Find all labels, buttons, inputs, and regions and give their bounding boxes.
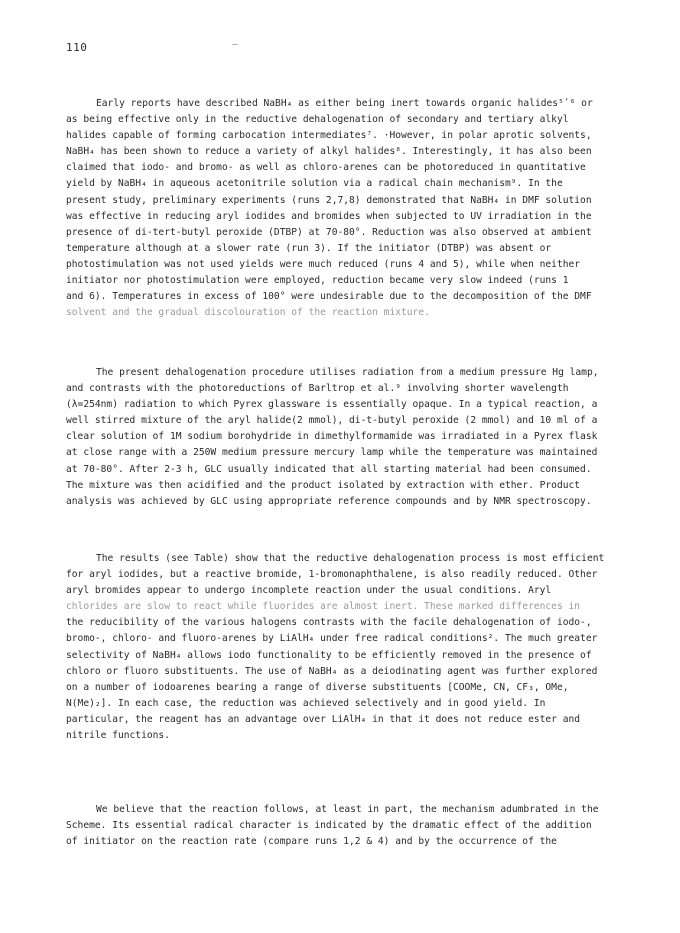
text-line: bromo-, chloro- and fluoro-arenes by LiAlH₄ under free radical conditions². The much greater bbox=[66, 633, 598, 645]
text-line: NaBH₄ has been shown to reduce a variety of alkyl halides⁸. Interestingly, it has also been bbox=[66, 146, 592, 158]
page-number: 110 bbox=[66, 41, 88, 54]
text-line: Early reports have described NaBH₄ as either being inert towards organic halides⁵ʹ⁶ or bbox=[96, 98, 593, 109]
stray-mark bbox=[232, 44, 238, 45]
text-line: selectivity of NaBH₄ allows iodo functionality to be efficiently removed in the presence of bbox=[66, 649, 592, 661]
text-line: The present dehalogenation procedure utilises radiation from a medium pressure Hg lamp, bbox=[96, 367, 599, 378]
text-line: chloro or fluoro substituents. The use of NaBH₄ as a deiodinating agent was further explored bbox=[66, 665, 598, 677]
text-line: of initiator on the reaction rate (compare runs 1,2 & 4) and by the occurrence of the bbox=[66, 836, 557, 848]
text-line: Scheme. Its essential radical character is indicated by the dramatic effect of the addition bbox=[66, 820, 592, 832]
paragraph-1 bbox=[66, 96, 626, 321]
text-line: was effective in reducing aryl iodides and bromides when subjected to UV irradiation in the bbox=[66, 210, 592, 222]
text-line: halides capable of forming carbocation intermediates⁷. ·However, in polar aprotic solvents, bbox=[66, 130, 592, 142]
text-line: (λ=254nm) radiation to which Pyrex glassware is essentially opaque. In a typical reaction, a bbox=[66, 399, 598, 411]
text-line: particular, the reagent has an advantage over LiAlH₄ in that it does not reduce ester and bbox=[66, 713, 581, 725]
text-line: for aryl iodides, but a reactive bromide, 1-bromonaphthalene, is also readily reduced. Other bbox=[66, 569, 598, 581]
text-line: initiator nor photostimulation were employed, reduction became very slow indeed (runs 1 bbox=[66, 275, 569, 287]
text-line: aryl bromides appear to undergo incomplete reaction under the usual conditions. Aryl bbox=[66, 585, 552, 597]
text-line: and 6). Temperatures in excess of 100° were undesirable due to the decomposition of the DMF bbox=[66, 291, 592, 303]
text-line: photostimulation was not used yields were much reduced (runs 4 and 5), while when neither bbox=[66, 258, 581, 270]
text-line: at close range with a 250W medium pressure mercury lamp while the temperature was maintained bbox=[66, 447, 598, 459]
text-line: The mixture was then acidified and the product isolated by extraction with ether. Product bbox=[66, 479, 581, 491]
text-line: chlorides are slow to react while fluorides are almost inert. These marked differences in bbox=[66, 601, 581, 613]
text-line: solvent and the gradual discolouration of the reaction mixture. bbox=[66, 307, 430, 319]
text-line: on a number of iodoarenes bearing a range of diverse substituents [COOMe, CN, CF₃, OMe, bbox=[66, 681, 569, 693]
text-line: temperature although at a slower rate (run 3). If the initiator (DTBP) was absent or bbox=[66, 242, 552, 254]
paragraph-4 bbox=[66, 802, 626, 850]
paragraph-2 bbox=[66, 365, 626, 510]
text-line: We believe that the reaction follows, at least in part, the mechanism adumbrated in the bbox=[96, 804, 599, 815]
text-line: the reducibility of the various halogens contrasts with the facile dehalogenation of iodo-, bbox=[66, 617, 592, 629]
text-line: yield by NaBH₄ in aqueous acetonitrile solution via a radical chain mechanism⁹. In the bbox=[66, 178, 563, 190]
text-line: and contrasts with the photoreductions of Barltrop et al.⁹ involving shorter wavelength bbox=[66, 383, 569, 395]
text-line: as being effective only in the reductive dehalogenation of secondary and tertiary alkyl bbox=[66, 114, 569, 126]
text-line: at 70-80°. After 2-3 h, GLC usually indicated that all starting material had been consumed. bbox=[66, 463, 592, 475]
text-line: present study, preliminary experiments (runs 2,7,8) demonstrated that NaBH₄ in DMF solution bbox=[66, 194, 592, 206]
text-line: well stirred mixture of the aryl halide(2 mmol), di-t-butyl peroxide (2 mmol) and 10 ml of a bbox=[66, 415, 598, 427]
paragraph-3 bbox=[66, 551, 626, 744]
text-line: clear solution of 1M sodium borohydride in dimethylformamide was irradiated in a Pyrex flask bbox=[66, 431, 598, 443]
text-line: presence of di-tert-butyl peroxide (DTBP) at 70-80°. Reduction was also observed at ambient bbox=[66, 226, 592, 238]
text-line: nitrile functions. bbox=[66, 730, 170, 742]
text-line: The results (see Table) show that the reductive dehalogenation process is most efficient bbox=[96, 553, 605, 564]
text-line: N(Me)₂]. In each case, the reduction was achieved selectively and in good yield. In bbox=[66, 697, 546, 709]
text-line: claimed that iodo- and bromo- as well as chloro-arenes can be photoreduced in quantitative bbox=[66, 162, 586, 174]
text-line: analysis was achieved by GLC using appropriate reference compounds and by NMR spectroscopy. bbox=[66, 495, 592, 507]
